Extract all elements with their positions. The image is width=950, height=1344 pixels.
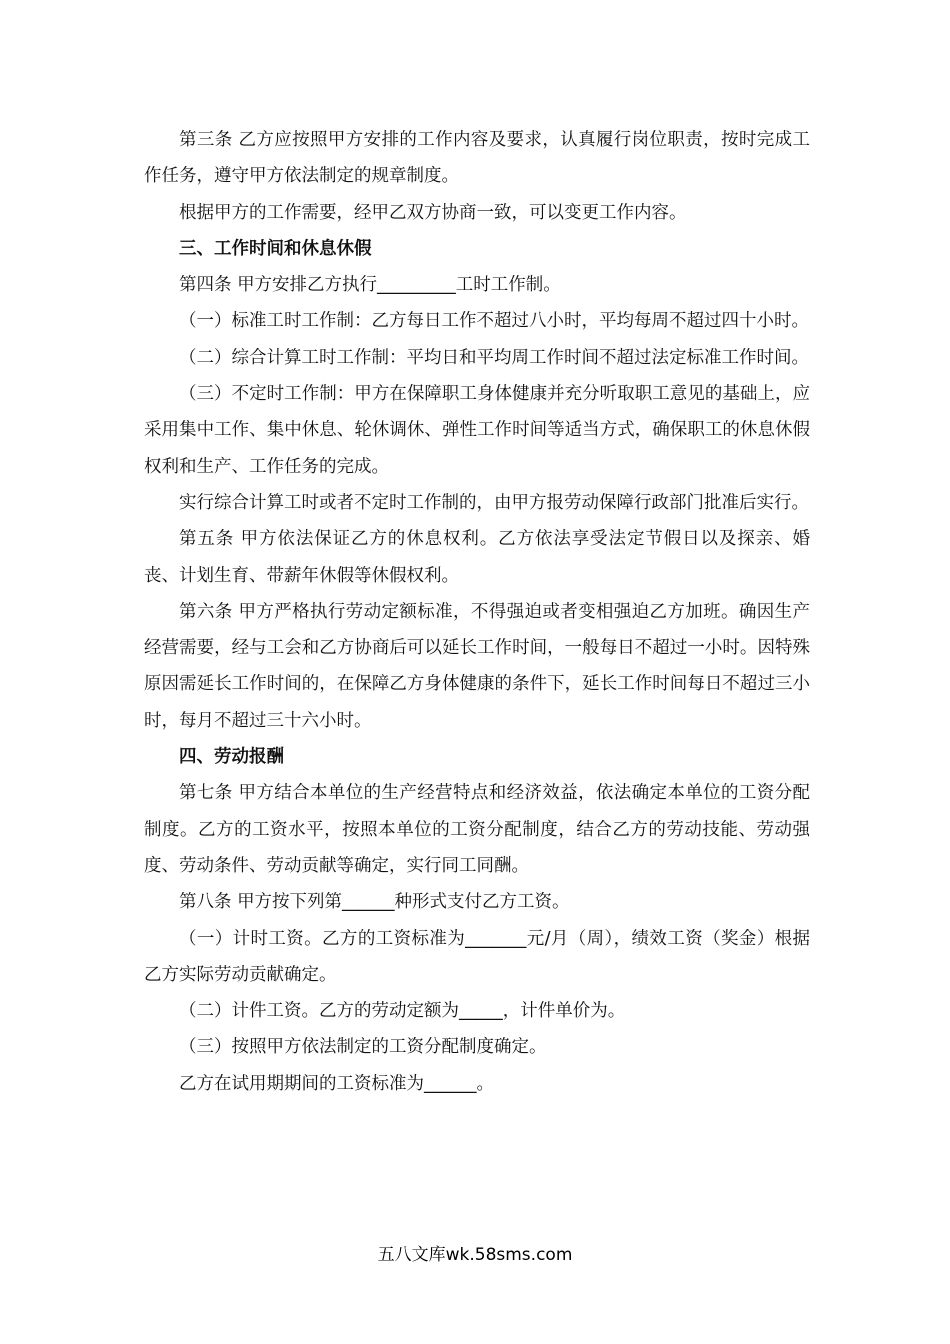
wage-system-paragraph: （三）按照甲方依法制定的工资分配制度确定。	[179, 1037, 547, 1058]
document-body	[144, 122, 810, 1102]
footer-watermark: 五八文库wk.58sms.com	[377, 1245, 573, 1265]
article-4-paragraph: 第四条 甲方安排乙方执行_________工时工作制。	[179, 275, 561, 296]
article-5-paragraph: 第五条 甲方依法保证乙方的休息权利。乙方依法享受法定节假日以及探亲、婚丧、计划生育、带薪年休假等休假权利。	[144, 529, 810, 586]
time-wage-paragraph: （一）计时工资。乙方的工资标准为_______元/月（周），绩效工资（奖金）根据乙方实际劳动贡献确定。	[144, 928, 810, 985]
standard-hours-paragraph: （一）标准工时工作制：乙方每日工作不超过八小时，平均每周不超过四十小时。	[179, 311, 809, 332]
probation-wage-paragraph: 乙方在试用期期间的工资标准为______。	[179, 1073, 494, 1094]
article-6-paragraph: 第六条 甲方严格执行劳动定额标准，不得强迫或者变相强迫乙方加班。确因生产经营需要，经与工会和乙方协商后可以延长工作时间，一般每日不超过一小时。因特殊原因需延长工作时间的，在保障乙方身体健康的条件下，延长工作时间每日不超过三小时，每月不超过三十六小时。	[144, 601, 810, 731]
section-heading-remuneration: 四、劳动报酬	[179, 747, 284, 768]
section-heading-working-hours: 三、工作时间和休息休假	[179, 238, 372, 259]
approval-paragraph: 实行综合计算工时或者不定时工作制的，由甲方报劳动保障行政部门批准后实行。	[179, 492, 809, 513]
flexible-hours-paragraph: （三）不定时工作制：甲方在保障职工身体健康并充分听取职工意见的基础上，应采用集中工作、集中休息、轮休调休、弹性工作时间等适当方式，确保职工的休息休假权利和生产、工作任务的完成。	[144, 384, 810, 477]
article-7-paragraph: 第七条 甲方结合本单位的生产经营特点和经济效益，依法确定本单位的工资分配制度。乙方的工资水平，按照本单位的工资分配制度，结合乙方的劳动技能、劳动强度、劳动条件、劳动贡献等确定，实行同工同酬。	[144, 783, 810, 876]
piece-wage-paragraph: （二）计件工资。乙方的劳动定额为_____，计件单价为。	[179, 1001, 626, 1022]
comprehensive-hours-paragraph: （二）综合计算工时工作制：平均日和平均周工作时间不超过法定标准工作时间。	[179, 347, 809, 368]
work-content-change-paragraph: 根据甲方的工作需要，经甲乙双方协商一致，可以变更工作内容。	[179, 202, 687, 223]
article-3-paragraph: 第三条 乙方应按照甲方安排的工作内容及要求，认真履行岗位职责，按时完成工作任务，遵守甲方依法制定的规章制度。	[144, 130, 810, 187]
article-8-paragraph: 第八条 甲方按下列第______种形式支付乙方工资。	[179, 892, 570, 913]
